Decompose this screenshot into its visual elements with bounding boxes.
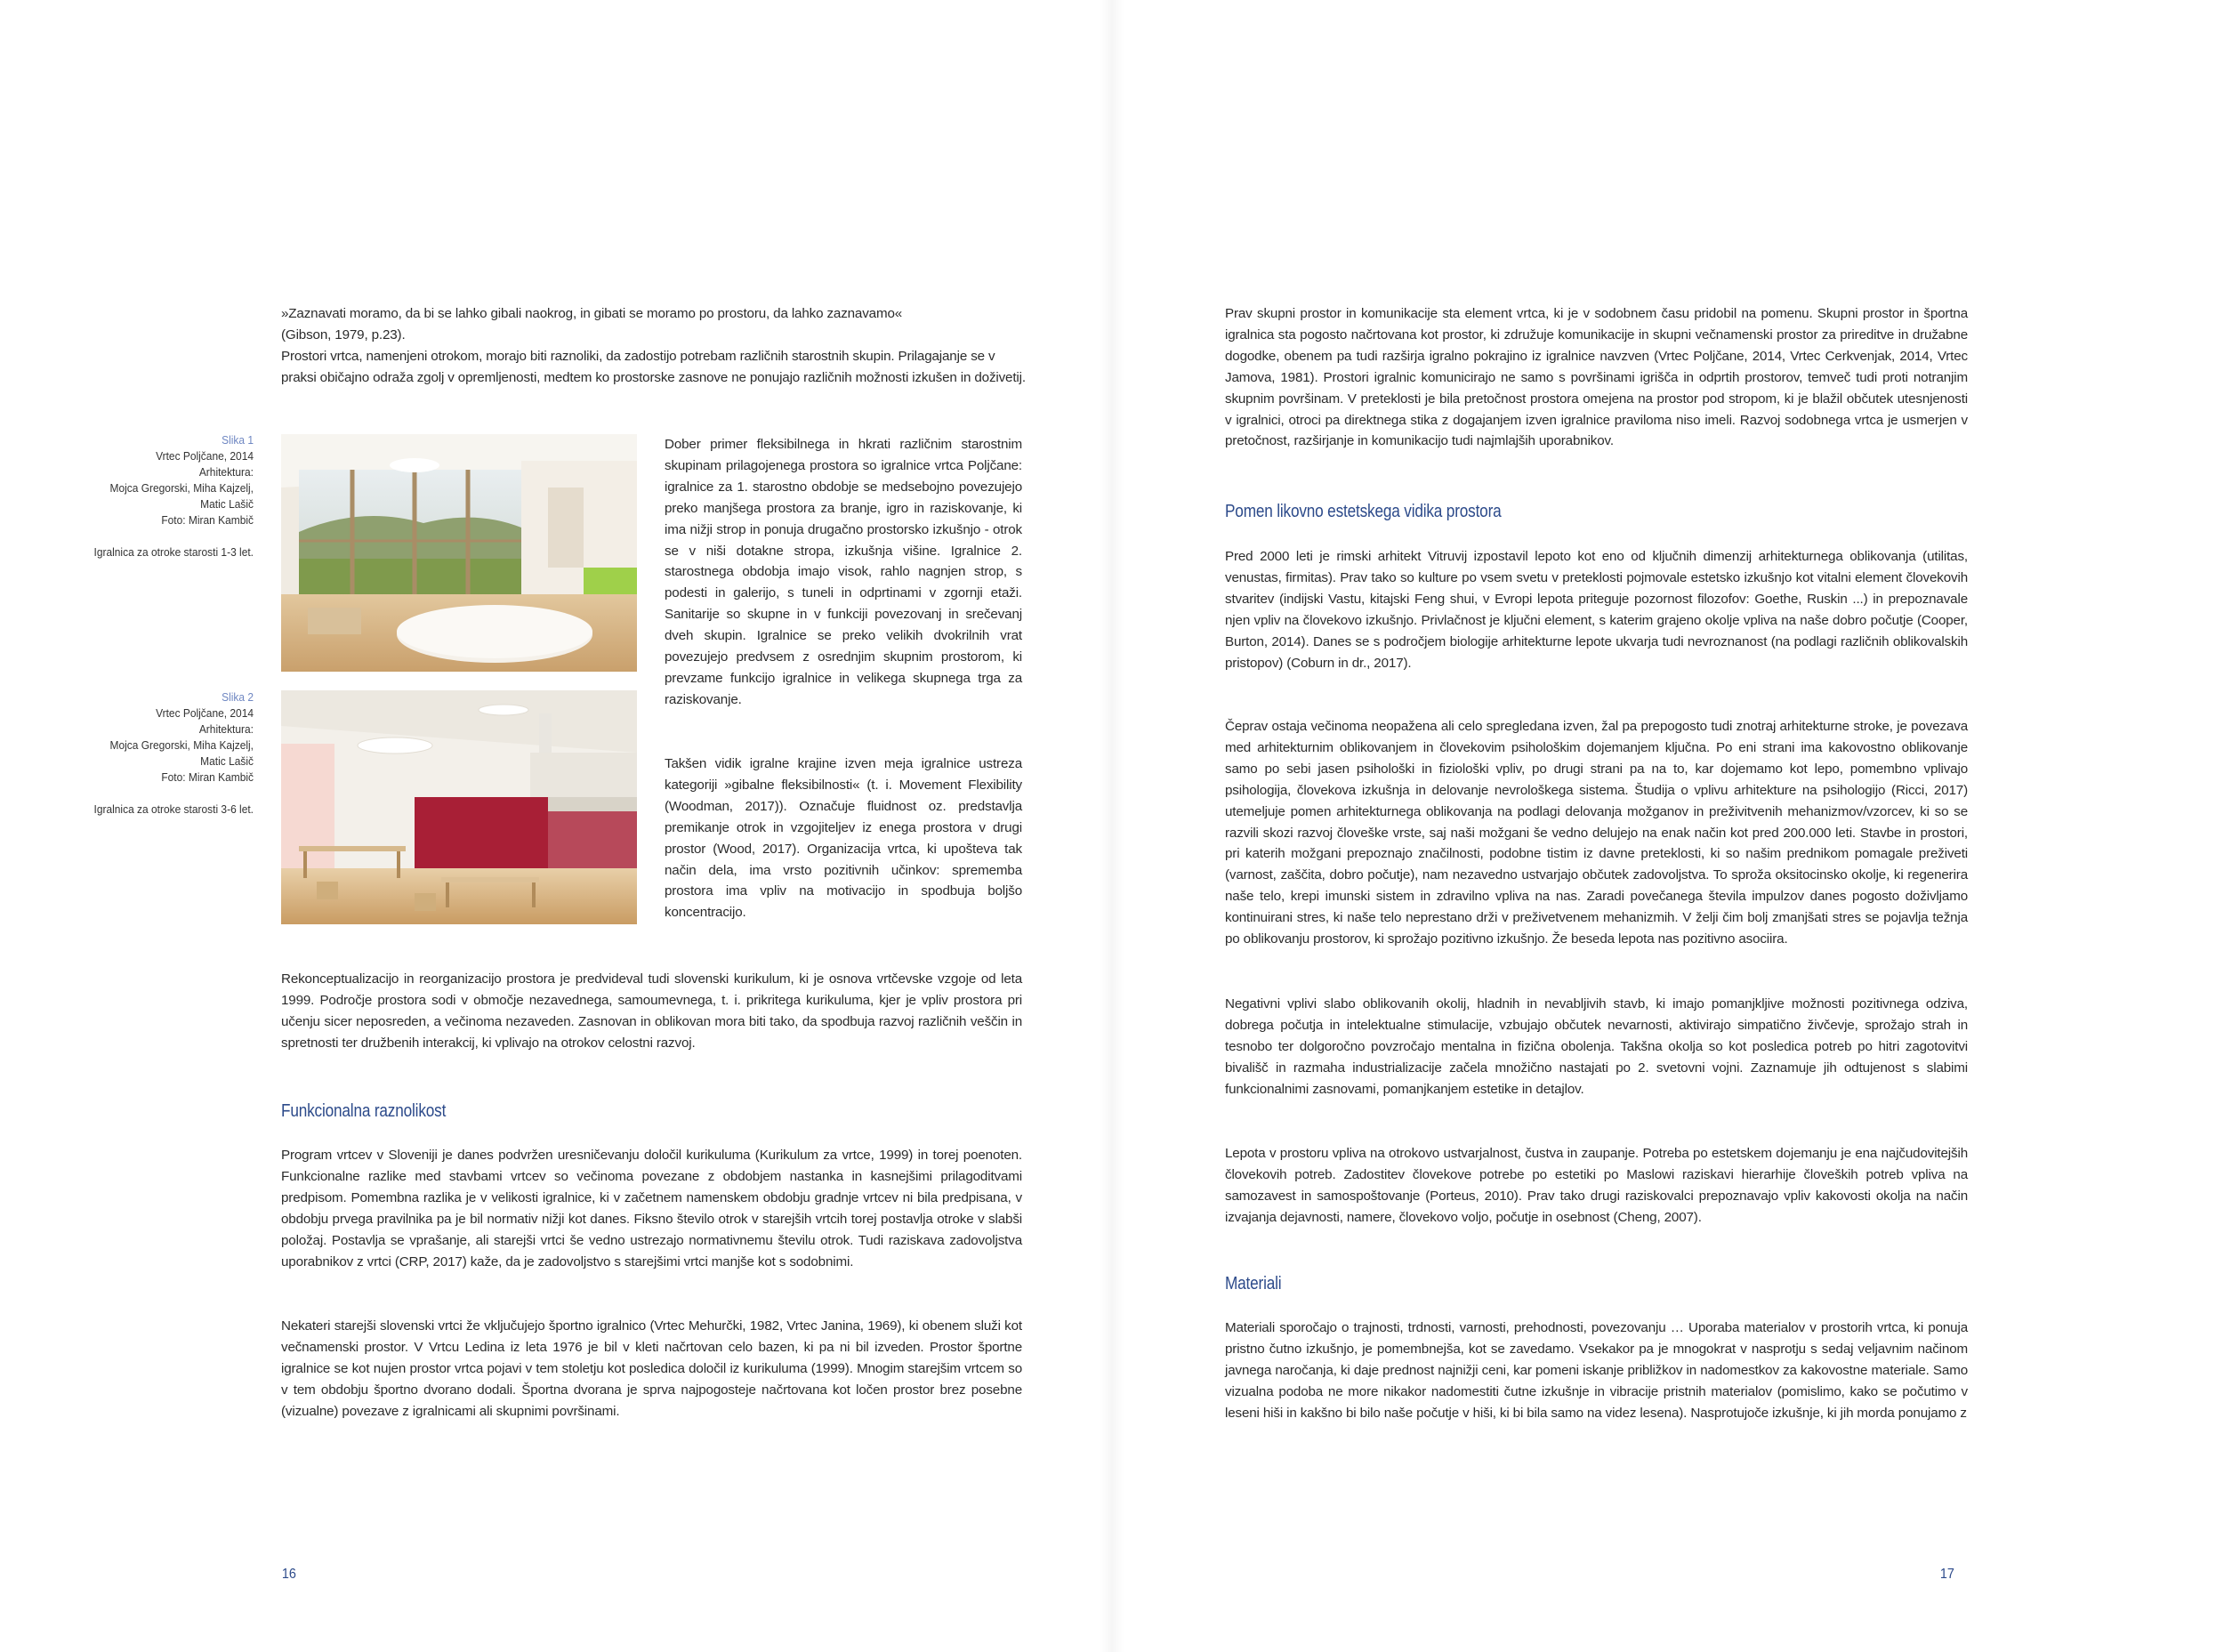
neuroscience-paragraph: Čeprav ostaja večinoma neopažena ali celo spregledana izven, žal pa prepogosto tudi znotraj arhitekturne stroke, je povezava med arhitekturnim oblikovanjem in človekovim psihološkim dojemanjem ključna. Po eni strani ima kakovostno oblikovanje samo po sebi jasen psihološki in fiziološki vpliv, po drugi strani pa na to, kar dojemamo kot lepo, pomembno vplivajo psihologija, človekova izkušnja in delovanje nevrološkega sistema. Študija o vplivu arhitekture na psihologijo (Ricci, 2017) utemeljuje pomen arhitekturnega oblikovanja na podlagi delovanja možganov in preživitvenih mehanizmov/vzorcev, ki so se razvili skozi razvoj človeške vrste, saj naši možgani še vedno delujejo na enak način kot pred 200.000 leti. Stavbe in prostori, pri katerih možgani prepoznajo značilnosti, podobne tistim iz davne preteklosti, ki so našim prednikom pomagale preživeti (varnost, zaščita, dobro počutje), nam nezavedno ustvarjajo občutek zadovoljstva. To sproža oksitocinsko okolje, ki regenerira naše telo, krepi imunski sistem in zdravilno vpliva na nas. Zaradi povečanega števila impulzov danes pogosto doživljamo kontinuirani stres, ki naše telo neprestano drži v preživetvenem mehanizmih. V želji čim bolj zmanjšati stres se pojavlja težnja po oblikovanju prostorov, ki sprožajo pozitivno izkušnjo. Že beseda lepota nas pozitivno asociira. <box>1225 719 1968 947</box>
intro-paragraph: Prostori vrtca, namenjeni otrokom, morajo biti raznoliki, da zadostijo potrebam različnih starostnih skupin. Prilagajanje se v praksi običajno odraža zgolj v opremljenosti, medtem ko prostorske zasnove ne ponujajo različnih možnosti izkušen in doživetij. <box>281 349 1026 385</box>
figure-2-line: Foto: Miran Kambič <box>161 770 254 784</box>
beauty-paragraph: Lepota v prostoru vpliva na otrokovo ustvarjalnost, čustva in zaupanje. Potreba po estetskem dojemanju je ena najčudovitejših človekovih potreb. Zadostitev človekove potrebe po estetiki po Maslowi raziskavi hierarhije človeških potreb vpliva na samozavest in samospoštovanje (Porteus, 2010). Prav tako drugi raziskovalci prepoznavajo vpliv kakovosti okolja na način izvajanja dejavnosti, namere, človekovo voljo, počutje in osebnost (Cheng, 2007). <box>1225 1146 1968 1225</box>
figure-2-note: Igralnica za otroke starosti 3-6 let. <box>93 802 254 816</box>
sport-hall-paragraph: Nekateri starejši slovenski vrtci že vključujejo športno igralnico (Vrtec Mehurčki, 1982, Vrtec Janina, 1969), ki obenem služi kot večnamenski prostor. V Vrtcu Ledina iz leta 1976 je bil v kleti načrtovan celo bazen, ki pa ni bil izveden. Prostor športne igralnice se kot nujen prostor vrtca pojavi v tem stoletju kot posledica določil iz kurikuluma (1999). Mnogim starejšim vrtcem so v tem obdobju športno dvorano dodali. Športna dvorana je sprva najpogosteje načrtovana kot ločen prostor brez posebne (vizualne) povezave z igralnicami ali skupnimi površinami. <box>281 1318 1022 1419</box>
program-paragraph: Program vrtcev v Sloveniji je danes podvržen uresničevanju določil kurikuluma (Kurikulum za vrtce, 1999) in torej poenoten. Funkcionalne razlike med stavbami vrtcev so večinoma povezane z obdobjem nastanka in kasnejšimi prilagoditvami predpisom. Pomembna razlika je v velikosti igralnice, ki v začetnem namenskem obdobju gradnje vrtcev ni bila predpisana, v obdobju prvega pravilnika pa je bil normativ nižji kot danes. Fiksno število otrok v starejših vrtcih torej postavlja otroke v slabši položaj. Postavlja se vprašanje, ali starejši vrtci še vedno ustrezajo normativnemu številu otrok. Tudi raziskava zadovoljstva uporabnikov z vrtci (CRP, 2017) kaže, da je zadovoljstvo s starejšimi vrtci manjše kot s sodobnimi. <box>281 1148 1022 1269</box>
opening-quote <box>281 303 1027 346</box>
figure-2-line: Vrtec Poljčane, 2014 <box>156 706 254 720</box>
page-number-left: 16 <box>281 1567 296 1582</box>
vitruvius-paragraph: Pred 2000 leti je rimski arhitekt Vitruvij izpostavil lepoto kot eno od ključnih dimenzij arhitekturnega oblikovanja (utilitas, venustas, firmitas). Prav tako so kulture po vsem svetu v preteklosti pojmovale estetsko izkušnjo kot vitalni element človekovih stvaritev (indijski Vastu, kitajski Feng shui, v Evropi lepota priteguje pozornost filozofov: Goethe, Ruskin ...) in prepoznavale njen vpliv na človekovo izkušnjo. Privlačnost je ključni element, s katerim grajeno okolje vpliva na naše dobro počutje (Cooper, Burton, 2014). Danes se s področjem biologije arhitekturne lepote ukvarja tudi nevroznanost (na podlagi različnih oblikovalskih pristopov) (Coburn in dr., 2017). <box>1225 549 1968 671</box>
figure-2-line: Matic Lašič <box>200 754 254 768</box>
figure-2-label: Slika 2 <box>222 690 254 704</box>
heading-functional-diversity: Funkcionalna raznolikost <box>281 1101 447 1121</box>
figure-2-caption <box>65 689 254 818</box>
quote-line-1: »Zaznavati moramo, da bi se lahko gibali naokrog, in gibati se moramo po prostoru, da lahko zaznavamo« <box>281 306 903 321</box>
heading-materials: Materiali <box>1225 1274 1282 1293</box>
common-space-paragraph: Prav skupni prostor in komunikacije sta element vrtca, ki je v sodobnem času pridobil na pomenu. Skupni prostor in športna igralnica sta pogosto načrtovana kot prostor, ki združuje komunikacije in skupni večnamenski prostor za prireditve in družabne dogodke, obenem pa tudi razširja igralno pokrajino iz igralnice navzven (Vrtec Poljčane, 2014, Vrtec Cerkvenjak, 2014, Vrtec Jamova, 1981). Prostori igralnic komunicirajo ne samo s površinami igrišča in odprtih prostorov, temveč tudi proti notranjim skupnim površinam. V preteklosti je bila pretočnost prostora omejena na prostor pod stropom, ki je blažil občutek utesnjenosti v igralnici, otroci pa direktnega stika z dogajanjem izven igralnice praviloma niso imeli. Razvoj sodobnega vrtca je usmerjen v pretočnost, razširjanje in komunikacijo tudi najmlajših uporabnikov. <box>1225 306 1968 449</box>
figure-2-line: Mojca Gregorski, Miha Kajzelj, <box>109 738 254 752</box>
page-number-right: 17 <box>1939 1567 1954 1582</box>
figure-1-line: Foto: Miran Kambič <box>161 513 254 527</box>
heading-aesthetics: Pomen likovno estetskega vidika prostora <box>1225 502 1502 521</box>
figure-1-line: Vrtec Poljčane, 2014 <box>156 449 254 463</box>
figure-1-label: Slika 1 <box>222 433 254 447</box>
figure-1-line: Mojca Gregorski, Miha Kajzelj, <box>109 481 254 495</box>
figure-1-caption <box>65 432 254 560</box>
poljcane-paragraph-2: Takšen vidik igralne krajine izven meja igralnice ustreza kategoriji »gibalne fleksibilnosti« (t. i. Movement Flexibility (Woodman, 2017)). Označuje fluidnost oz. predstavlja premikanje otrok in vzgojiteljev iz enega prostora v drugi prostor (Wood, 2017). Organizacija vrtca, ki upošteva tak način dela, ima vrsto pozitivnih učinkov: sprememba prostora ima vpliv na motivacijo in spodbuja boljšo koncentracijo. <box>665 756 1022 921</box>
figure-2-line: Arhitektura: <box>198 722 254 736</box>
figure-1-note: Igralnica za otroke starosti 1-3 let. <box>93 545 254 559</box>
materials-paragraph: Materiali sporočajo o trajnosti, trdnosti, varnosti, prehodnosti, povezovanju … Uporaba materialov v prostorih vrtca, ki ponuja pristno čutno izkušnjo, je pomembnejša, kot se zavedamo. Vsekakor pa je mnogokrat v nasprotju s sedaj veljavnim načinom javnega naročanja, ki daje prednost najnižji ceni, kar pomeni iskanje približkov in nadomestkov za kakovostne materiale. Samo vizualna podoba ne more nikakor nadomestiti čutne izkušnje in vibracije pristnih materialov (pomislimo, kako se počutimo v leseni hiši in kakšno bi bilo naše počutje v hiši, ki bi bila samo na videz lesena). Nasprotujoče izkušnje, ki jih morda ponujamo z <box>1225 1320 1968 1421</box>
quote-line-2: (Gibson, 1979, p.23). <box>281 326 406 342</box>
negative-influences-paragraph: Negativni vplivi slabo oblikovanih okolij, hladnih in nevabljivih stavb, ki imajo pomanjkljive možnosti pozitivnega odziva, dobrega počutja in intelektualne stimulacije, vzbujajo občutek nevarnosti, aktivirajo simpatično živčevje, sprožajo strah in tesnobo ter dolgoročno povzročajo mentalna in fizična obolenja. Takšna okolja so kot posledica potreb po hitri zagotovitvi bivališč in razmaha industrializacije začela množično nastajati po 2. svetovni vojni. Zaznamuje jih odtujenost s slabimi funkcionalnimi zasnovami, pomanjkanjem estetike in detajlov. <box>1225 996 1968 1097</box>
photo-playroom-3-6 <box>281 690 637 924</box>
poljcane-paragraph-1: Dober primer fleksibilnega in hkrati različnim starostnim skupinam prilagojenega prostora so igralnice vrtca Poljčane: igralnice za 1. starostno obdobje se medsebojno povezujejo preko manjšega prostora za branje, igro in raziskovanje, ki ima nižji strop in ponuja drugačno prostorsko izkušnjo - otrok se v niši dotakne stropa, izkušnja višine. Igralnice 2. starostnega obdobja imajo visok, rahlo nagnjen strop, s podesti in galerijo, s tuneli in odprtinami v zgornji etaži. Sanitarije so skupne in v funkciji povezovanj in srečevanj dveh skupin. Igralnice se preko velikih dvokrilnih vrat povezujejo predvsem z osrednjim skupnim prostorom, ki prevzame funkcijo igralnice in velikega skupnega trga za raziskovanje. <box>665 437 1022 707</box>
photo-playroom-1-3 <box>281 434 637 672</box>
figure-1-line: Matic Lašič <box>200 497 254 511</box>
figure-1-line: Arhitektura: <box>198 465 254 479</box>
curriculum-paragraph: Rekonceptualizacijo in reorganizacijo prostora je predvideval tudi slovenski kurikulum, ki je osnova vrtčevske vzgoje od leta 1999. Področje prostora sodi v območje nezavednega, samoumevnega, t. i. prikritega kurikuluma, kjer je vpliv prostora pri učenju sicer neposreden, a večinoma nezaveden. Zasnovan in oblikovan mora biti tako, da spodbuja razvoj različnih veščin in spretnosti ter družbenih interakcij, ki vplivajo na otrokov celostni razvoj. <box>281 971 1022 1051</box>
right-page <box>1112 0 2224 1652</box>
